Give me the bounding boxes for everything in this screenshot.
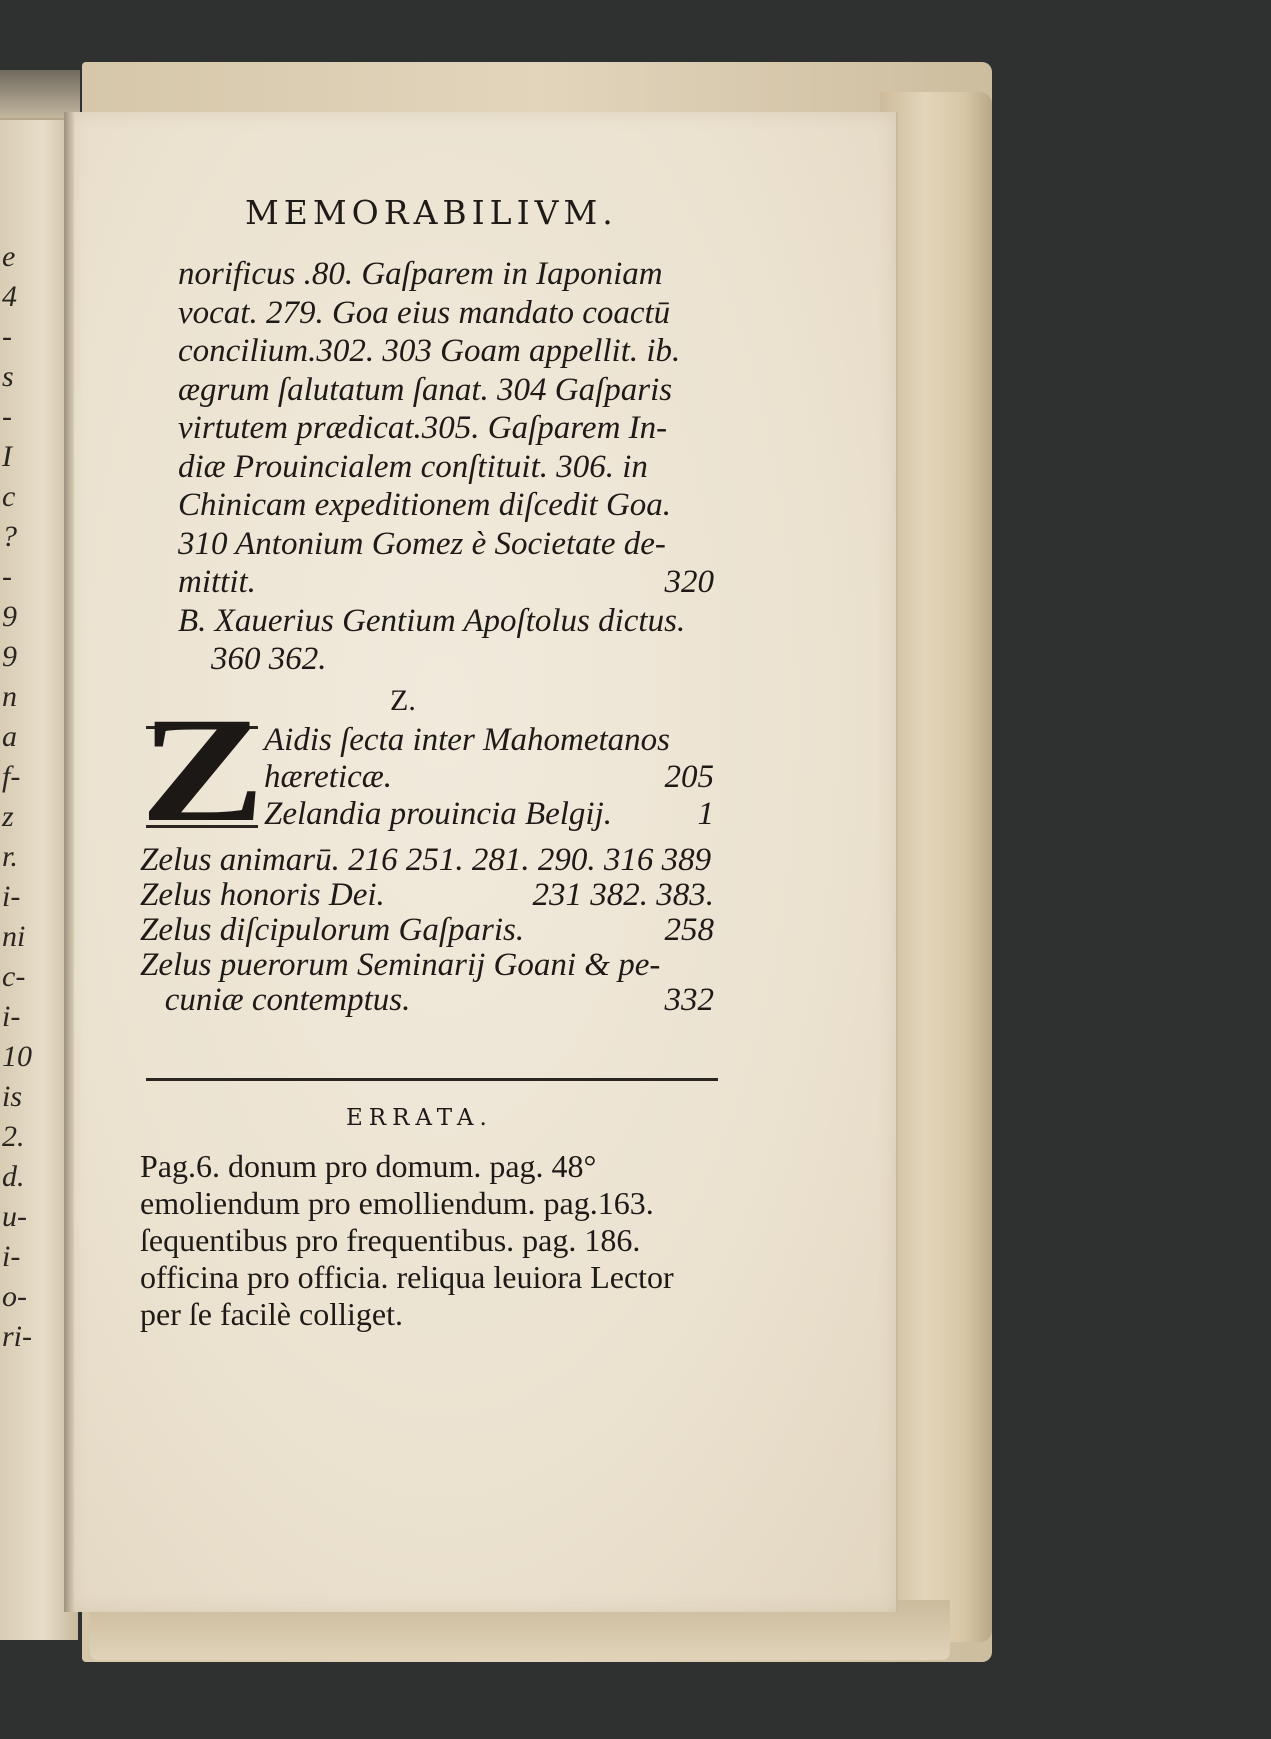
facing-page-char: ri- <box>2 1320 32 1353</box>
facing-page-char: c <box>2 480 16 513</box>
index-line <box>178 370 714 410</box>
index-line <box>178 293 714 333</box>
facing-page-char: s <box>2 360 14 393</box>
facing-page-char: i- <box>2 880 21 913</box>
index-line-text: virtutem prædicat.305. Gaſparem In- <box>178 410 668 446</box>
facing-page-char: r. <box>2 840 18 873</box>
index-line-text: 360 362. <box>178 641 327 677</box>
index-line-text: cuniæ contemptus. <box>140 982 411 1018</box>
facing-page-char: i- <box>2 1000 21 1033</box>
z-entries-more <box>140 840 714 1020</box>
divider-rule <box>146 1078 718 1081</box>
index-line-text: ægrum ſalutatum ſanat. 304 Gaſparis <box>178 371 673 408</box>
index-line-text: vocat. 279. Goa eius mandato coactū <box>178 294 671 331</box>
index-line-text: Zelus animarū. 216 251. 281. 290. 316 389 <box>140 842 712 878</box>
facing-page-char: i- <box>2 1240 21 1273</box>
facing-page-char: 9 <box>2 640 17 673</box>
index-line-text: norificus .80. Gaſparem in Iaponiam <box>178 256 663 292</box>
page-reference: 1 <box>697 796 714 832</box>
index-line-text: 310 Antonium Gomez è Societate de- <box>178 525 666 562</box>
index-line <box>140 945 714 985</box>
page-gutter <box>64 112 74 1612</box>
facing-page-char: u- <box>2 1200 27 1233</box>
page-reference: 258 <box>664 912 714 948</box>
book-cover-edge <box>880 92 992 1642</box>
index-line-text: Zelus puerorum Seminarij Goani & pe- <box>140 947 661 983</box>
index-line <box>264 757 714 797</box>
errata-line: ſequentibus pro frequentibus. pag. 186. <box>140 1222 641 1258</box>
facing-page-char: ni <box>2 920 26 953</box>
facing-page-char: z <box>2 800 14 833</box>
index-line-text: Zelus honoris Dei. <box>140 877 385 913</box>
facing-page-char: d. <box>2 1160 25 1193</box>
index-entries <box>178 254 714 684</box>
drop-cap: Z <box>140 687 266 853</box>
z-entries <box>264 720 714 830</box>
facing-page-char: 4 <box>2 280 17 313</box>
index-line <box>264 794 714 834</box>
facing-page-char: f- <box>2 760 21 793</box>
page-reference: 320 <box>664 564 714 600</box>
index-line <box>178 524 714 564</box>
errata-line: emoliendum pro emolliendum. pag.163. <box>140 1185 654 1221</box>
index-line <box>178 639 714 679</box>
section-letter: Z. <box>390 684 416 717</box>
facing-page-char: ? <box>2 520 17 553</box>
index-line-text: Chinicam expeditionem diſcedit Goa. <box>178 487 672 523</box>
index-line-text: B. Xauerius Gentium Apoſtolus dictus. <box>178 602 686 639</box>
facing-page-char: I <box>2 440 12 473</box>
index-line <box>178 408 714 448</box>
index-line-text: Zelus diſcipulorum Gaſparis. <box>140 912 525 948</box>
index-line-text: hæreticæ. <box>264 759 393 795</box>
facing-page-char: a <box>2 720 17 753</box>
facing-page-char: - <box>2 320 12 353</box>
facing-page-char: n <box>2 680 17 713</box>
errata-line: per ſe facilè colliget. <box>140 1296 403 1332</box>
index-line <box>140 980 714 1020</box>
facing-page-char: is <box>2 1080 23 1113</box>
errata-text <box>140 1148 720 1348</box>
facing-page-char: 10 <box>2 1040 32 1073</box>
index-line-text: Zelandia prouincia Belgij. <box>264 796 612 832</box>
errata-line: Pag.6. donum pro domum. pag. 48° <box>140 1148 597 1184</box>
facing-page-char: c- <box>2 960 26 993</box>
index-line-text: diæ Prouincialem conſtituit. 306. in <box>178 448 648 485</box>
index-line-text: mittit. <box>178 564 256 600</box>
facing-page-char: e <box>2 240 16 273</box>
index-line-text: Aidis ſecta inter Mahometanos <box>264 722 671 758</box>
index-line <box>178 485 714 525</box>
facing-page-char: - <box>2 560 12 593</box>
page-reference: 332 <box>664 982 714 1018</box>
index-line <box>178 447 714 487</box>
index-line <box>178 254 714 294</box>
facing-page-char: - <box>2 400 12 433</box>
page-title: MEMORABILIVM. <box>245 193 618 232</box>
facing-page-char: 9 <box>2 600 17 633</box>
errata-line: officina pro officia. reliqua leuiora Lector <box>140 1259 674 1295</box>
index-line <box>178 331 714 371</box>
index-line <box>178 601 714 641</box>
index-line <box>178 562 714 602</box>
page-reference: 231 382. 383. <box>532 877 714 913</box>
errata-title: ERRATA. <box>346 1105 493 1131</box>
facing-page-char: 2. <box>2 1120 25 1153</box>
index-line-text: concilium.302. 303 Goam appellit. ib. <box>178 333 681 369</box>
facing-page-char: o- <box>2 1280 27 1313</box>
index-line <box>140 840 714 880</box>
index-line <box>264 720 714 760</box>
index-line <box>140 910 714 950</box>
index-line <box>140 875 714 915</box>
page-reference: 205 <box>664 759 714 795</box>
